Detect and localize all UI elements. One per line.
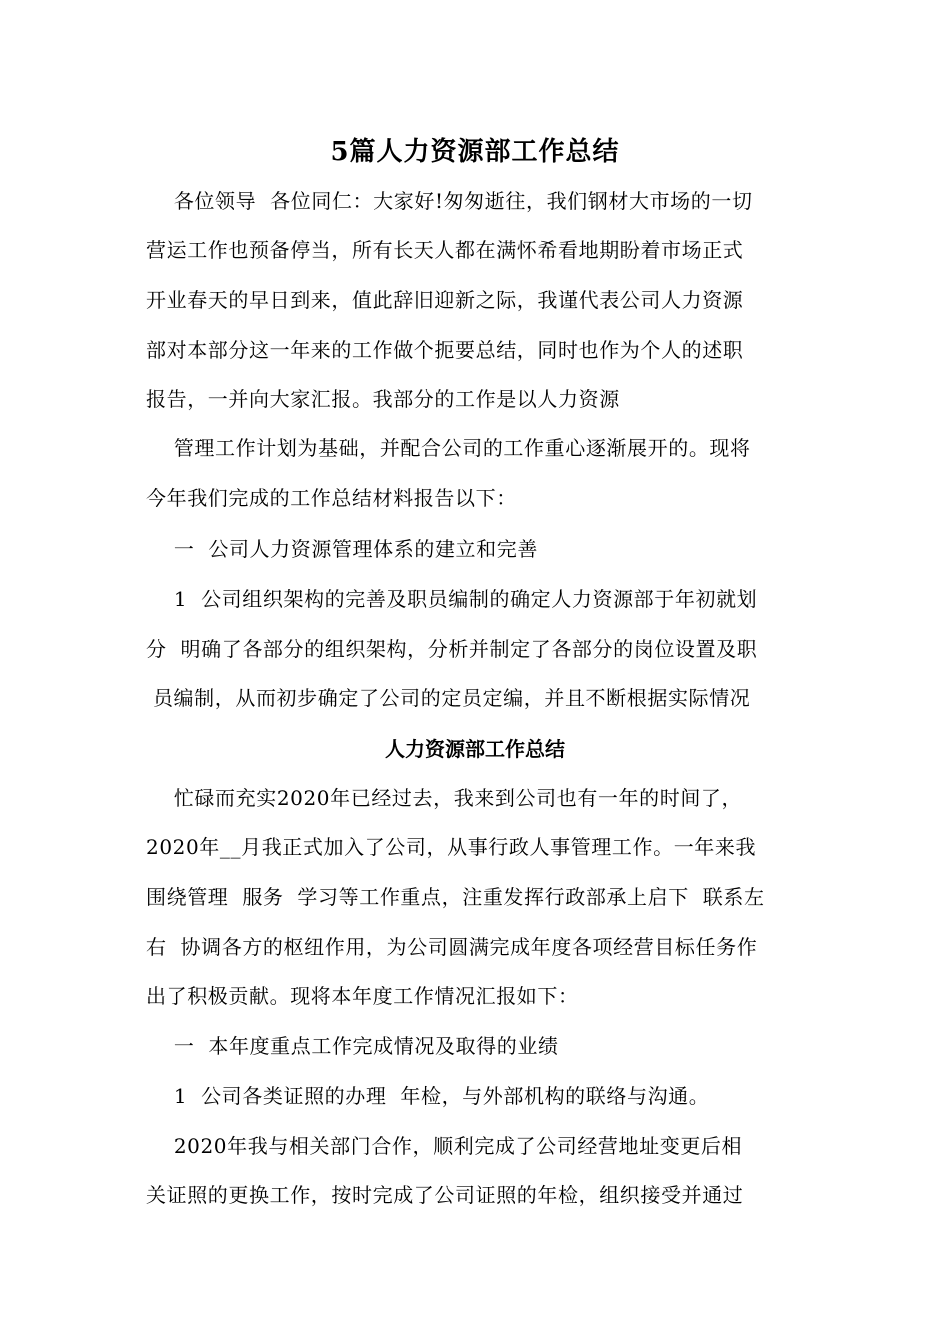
paragraph-line: 员编制，从而初步确定了公司的定员定编，并且不断根据实际情况 [146, 686, 751, 710]
paragraph-line: 营运工作也预备停当，所有长天人都在满怀希看地期盼着市场正式 [146, 238, 744, 262]
paragraph-line: 今年我们完成的工作总结材料报告以下： [146, 486, 517, 510]
document-title: 5篇人力资源部工作总结 [330, 137, 620, 167]
paragraph-line: 忙碌而充实2020年已经过去，我来到公司也有一年的时间了， [146, 786, 743, 810]
paragraph-line: 开业春天的早日到来，值此辞旧迎新之际，我谨代表公司人力资源 [146, 288, 744, 312]
paragraph-line: 管理工作计划为基础，并配合公司的工作重心逐渐展开的。现将 [146, 436, 751, 460]
paragraph-line: 围绕管理 服务 学习等工作重点，注重发挥行政部承上启下 联系左 [146, 885, 765, 909]
paragraph-line: 1 公司各类证照的办理 年检，与外部机构的联络与沟通。 [146, 1084, 710, 1108]
paragraph-line: 右 协调各方的枢纽作用，为公司圆满完成年度各项经营目标任务作 [146, 935, 758, 959]
section-heading: 一 本年度重点工作完成情况及取得的业绩 [146, 1034, 559, 1058]
section-title: 人力资源部工作总结 [385, 737, 565, 761]
paragraph-line: 1 公司组织架构的完善及职员编制的确定人力资源部于年初就划 [146, 587, 758, 611]
paragraph-line: 部对本部分这一年来的工作做个扼要总结，同时也作为个人的述职 [146, 338, 744, 362]
paragraph-line: 2020年__月我正式加入了公司，从事行政人事管理工作。一年来我 [146, 835, 757, 859]
paragraph-line: 关证照的更换工作，按时完成了公司证照的年检，组织接受并通过 [146, 1183, 744, 1207]
paragraph-line: 报告，一并向大家汇报。我部分的工作是以人力资源 [146, 387, 620, 411]
paragraph-line: 分 明确了各部分的组织架构，分析并制定了各部分的岗位设置及职 [146, 637, 758, 661]
paragraph-line: 出了积极贡献。现将本年度工作情况汇报如下： [146, 984, 579, 1008]
paragraph-line: 各位领导 各位同仁：大家好!匆匆逝往，我们钢材大市场的一切 [146, 189, 753, 213]
section-heading: 一 公司人力资源管理体系的建立和完善 [146, 537, 538, 561]
paragraph-line: 2020年我与相关部门合作，顺利完成了公司经营地址变更后相 [146, 1134, 743, 1158]
